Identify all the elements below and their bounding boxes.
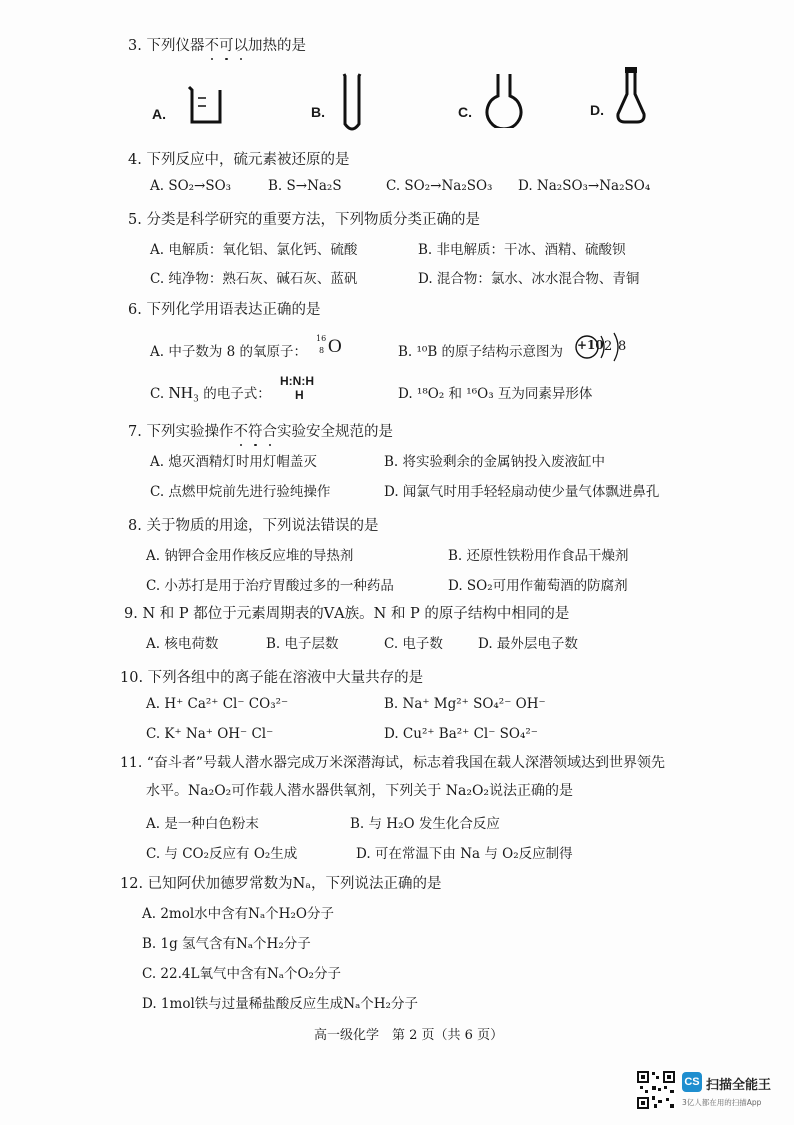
qr-code-icon: [636, 1070, 676, 1110]
q7-option-c: C. 点燃甲烷前先进行验纯操作: [150, 484, 331, 500]
oxygen-symbol: O: [328, 336, 342, 357]
q9-option-d: D. 最外层电子数: [478, 636, 578, 652]
shell-1-count: 2: [604, 339, 613, 354]
q6-option-c-text: C. NH₃ 的电子式：: [150, 383, 271, 402]
q5-option-b: B. 非电解质：干冰、酒精、硫酸钡: [418, 242, 626, 258]
q4-option-d: D. Na₂SO₃→Na₂SO₄: [518, 178, 651, 194]
q3-option-c-label: C.: [458, 104, 472, 120]
nucleus-charge: +10: [577, 338, 604, 352]
q8-option-c: C. 小苏打是用于治疗胃酸过多的一种药品: [146, 578, 394, 594]
q10-option-d: D. Cu²⁺ Ba²⁺ Cl⁻ SO₄²⁻: [384, 726, 538, 742]
volumetric-flask-icon: [614, 66, 648, 126]
q9-option-b: B. 电子层数: [266, 636, 339, 652]
q6-option-d: D. ¹⁸O₂ 和 ¹⁶O₃ 互为同素异形体: [398, 386, 593, 402]
camscanner-logo-icon: CS: [682, 1072, 702, 1092]
question-4-stem: 4. 下列反应中，硫元素被还原的是: [128, 152, 350, 168]
brand-name: 扫描全能王: [706, 1078, 772, 1093]
q5-option-c: C. 纯净物：熟石灰、碱石灰、蓝矾: [150, 271, 358, 287]
question-6-stem: 6. 下列化学用语表达正确的是: [128, 302, 321, 318]
q4-option-c: C. SO₂→Na₂SO₃: [386, 178, 493, 194]
atom-structure-diagram: [574, 330, 634, 364]
q10-option-b: B. Na⁺ Mg²⁺ SO₄²⁻ OH⁻: [384, 696, 546, 712]
q8-option-a: A. 钠钾合金用作核反应堆的导热剂: [146, 548, 354, 564]
q6-option-a-text: A. 中子数为 8 的氧原子：: [150, 344, 308, 360]
dot-formula-top-row: H:N:H: [280, 374, 314, 388]
q11-option-d: D. 可在常温下由 Na 与 O₂反应制得: [356, 846, 573, 862]
q11-option-a: A. 是一种白色粉末: [146, 816, 259, 832]
question-10-stem: 10. 下列各组中的离子能在溶液中大量共存的是: [120, 670, 424, 686]
question-5-stem: 5. 分类是科学研究的重要方法，下列物质分类正确的是: [128, 212, 480, 228]
q12-option-c: C. 22.4L氧气中含有Nₐ个O₂分子: [142, 966, 341, 982]
q12-option-d: D. 1mol铁与过量稀盐酸反应生成Nₐ个H₂分子: [142, 996, 418, 1012]
question-3-stem: 3. 下列仪器不 可 以 加热的是: [128, 34, 306, 55]
page-footer: 高一级化学 第 2 页（共 6 页）: [314, 1028, 504, 1043]
q9-option-a: A. 核电荷数: [146, 636, 219, 652]
q3-option-a-label: A.: [152, 106, 166, 122]
atomic-number: 8: [319, 346, 325, 355]
shell-2-count: 8: [618, 339, 627, 354]
q11-option-c: C. 与 CO₂反应有 O₂生成: [146, 846, 298, 862]
question-12-stem: 12. 已知阿伏加德罗常数为Nₐ，下列说法正确的是: [120, 876, 442, 892]
test-tube-icon: [340, 72, 364, 136]
question-9-stem: 9. N 和 P 都位于元素周期表的ⅤA族。N 和 P 的原子结构中相同的是: [124, 606, 570, 622]
q7-option-d: D. 闻氯气时用手轻轻扇动使少量气体飘进鼻孔: [384, 484, 660, 500]
q9-option-c: C. 电子数: [384, 636, 443, 652]
dot-formula-bottom-h: H: [295, 388, 304, 402]
q6-oxygen-nuclide: [316, 334, 350, 362]
q4-option-a: A. SO₂→SO₃: [150, 178, 232, 194]
q12-option-b: B. 1g 氢气含有Nₐ个H₂分子: [142, 936, 311, 952]
question-11-stem-line-1: 11. “奋斗者”号载人潜水器完成万米深潜海试，标志着我国在载人深潜领域达到世界领先: [120, 755, 666, 771]
ammonia-formula: NH₃: [168, 383, 199, 402]
q3-option-d-label: D.: [590, 102, 604, 118]
question-7-stem: 7. 下列实验操作不 符 合 实验安全规范的是: [128, 420, 393, 441]
brand-tagline: 3亿人都在用的扫描App: [682, 1098, 762, 1107]
q5-option-a: A. 电解质：氧化铝、氯化钙、硫酸: [150, 242, 358, 258]
mass-number: 16: [316, 334, 327, 343]
q6-option-b-text: B. ¹⁰B 的原子结构示意图为: [398, 344, 564, 360]
q10-option-c: C. K⁺ Na⁺ OH⁻ Cl⁻: [146, 726, 274, 742]
q11-option-b: B. 与 H₂O 发生化合反应: [350, 816, 500, 832]
q12-option-a: A. 2mol水中含有Nₐ个H₂O分子: [142, 906, 334, 922]
q7-option-b: B. 将实验剩余的金属钠投入废液缸中: [384, 454, 606, 470]
beaker-icon: [186, 84, 226, 126]
q3-option-b-label: B.: [311, 104, 325, 120]
q5-option-d: D. 混合物：氯水、冰水混合物、青铜: [418, 271, 640, 287]
q8-option-b: B. 还原性铁粉用作食品干燥剂: [448, 548, 629, 564]
q7-option-a: A. 熄灭酒精灯时用灯帽盖灭: [150, 454, 317, 470]
q10-option-a: A. H⁺ Ca²⁺ Cl⁻ CO₃²⁻: [146, 696, 289, 712]
q4-option-b: B. S→Na₂S: [268, 178, 342, 194]
q8-option-d: D. SO₂可用作葡萄酒的防腐剂: [448, 578, 628, 594]
question-11-stem-line-2: 水平。Na₂O₂可作载人潜水器供氧剂，下列关于 Na₂O₂说法正确的是: [146, 783, 574, 799]
question-8-stem: 8. 关于物质的用途，下列说法错误的是: [128, 518, 379, 534]
round-bottom-flask-icon: [482, 72, 526, 128]
ammonia-electron-dot-formula: [280, 374, 332, 406]
